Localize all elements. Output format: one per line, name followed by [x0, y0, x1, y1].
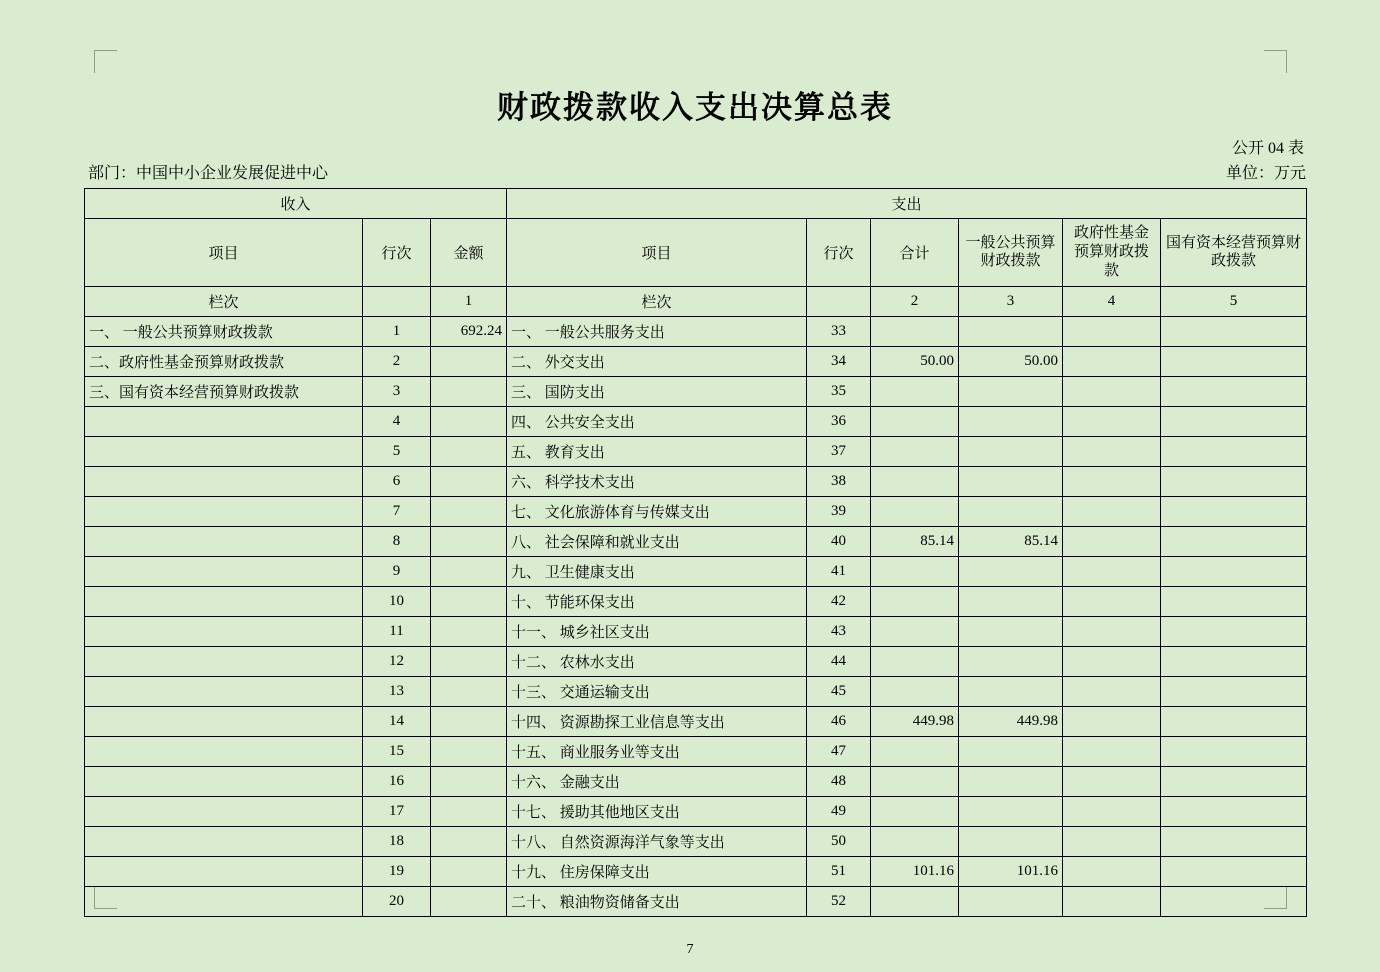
expenditure-total	[871, 466, 959, 496]
expenditure-general-budget	[959, 376, 1063, 406]
expenditure-item: 五、 教育支出	[507, 436, 807, 466]
table-row	[85, 406, 1307, 436]
expenditure-state-capital	[1161, 826, 1307, 856]
expenditure-item: 十五、 商业服务业等支出	[507, 736, 807, 766]
col-header-exp-item: 项目	[507, 218, 807, 286]
table-row	[85, 706, 1307, 736]
expenditure-government-fund	[1063, 646, 1161, 676]
department-line: 部门：中国中小企业发展促进中心	[88, 164, 329, 182]
col-header-income-item: 项目	[85, 218, 363, 286]
table-row	[85, 736, 1307, 766]
income-item	[85, 826, 363, 856]
table-row	[85, 586, 1307, 616]
income-line: 7	[363, 496, 431, 526]
expenditure-total	[871, 646, 959, 676]
expenditure-item: 十九、 住房保障支出	[507, 856, 807, 886]
expenditure-general-budget	[959, 556, 1063, 586]
column-number-exp-capital: 5	[1161, 286, 1307, 316]
expenditure-total: 50.00	[871, 346, 959, 376]
income-line: 20	[363, 886, 431, 916]
col-header-exp-government-fund: 政府性基金预算财政拨款	[1063, 218, 1161, 286]
expenditure-state-capital	[1161, 706, 1307, 736]
income-amount	[431, 736, 507, 766]
expenditure-total	[871, 616, 959, 646]
table-row	[85, 826, 1307, 856]
table-row	[85, 346, 1307, 376]
income-item	[85, 706, 363, 736]
income-amount	[431, 676, 507, 706]
document-content	[84, 70, 1306, 917]
expenditure-state-capital	[1161, 316, 1307, 346]
expenditure-state-capital	[1161, 766, 1307, 796]
col-header-income-amount: 金额	[431, 218, 507, 286]
table-row	[85, 676, 1307, 706]
income-item	[85, 736, 363, 766]
table-row	[85, 526, 1307, 556]
income-line: 17	[363, 796, 431, 826]
expenditure-line: 46	[807, 706, 871, 736]
expenditure-item: 四、 公共安全支出	[507, 406, 807, 436]
expenditure-general-budget	[959, 316, 1063, 346]
expenditure-state-capital	[1161, 526, 1307, 556]
income-amount	[431, 526, 507, 556]
expenditure-government-fund	[1063, 526, 1161, 556]
group-header-income: 收入	[85, 188, 507, 218]
expenditure-government-fund	[1063, 556, 1161, 586]
expenditure-total	[871, 766, 959, 796]
col-header-income-line: 行次	[363, 218, 431, 286]
expenditure-total	[871, 316, 959, 346]
income-item	[85, 796, 363, 826]
col-header-exp-line: 行次	[807, 218, 871, 286]
expenditure-line: 45	[807, 676, 871, 706]
expenditure-total	[871, 796, 959, 826]
expenditure-line: 34	[807, 346, 871, 376]
table-row	[85, 796, 1307, 826]
table-row	[85, 646, 1307, 676]
expenditure-item: 九、 卫生健康支出	[507, 556, 807, 586]
income-amount	[431, 436, 507, 466]
expenditure-line: 37	[807, 436, 871, 466]
expenditure-government-fund	[1063, 736, 1161, 766]
expenditure-state-capital	[1161, 556, 1307, 586]
expenditure-total	[871, 736, 959, 766]
income-amount	[431, 616, 507, 646]
income-line: 6	[363, 466, 431, 496]
expenditure-government-fund	[1063, 826, 1161, 856]
table-column-header-row	[85, 218, 1307, 286]
income-line: 10	[363, 586, 431, 616]
income-item	[85, 616, 363, 646]
income-item: 三、国有资本经营预算财政拨款	[85, 376, 363, 406]
income-line: 2	[363, 346, 431, 376]
column-number-income-amount: 1	[431, 286, 507, 316]
income-amount	[431, 796, 507, 826]
expenditure-line: 52	[807, 886, 871, 916]
expenditure-state-capital	[1161, 466, 1307, 496]
unit-note: 单位：万元	[1225, 164, 1306, 182]
expenditure-item: 十、 节能环保支出	[507, 586, 807, 616]
income-line: 8	[363, 526, 431, 556]
income-line: 12	[363, 646, 431, 676]
expenditure-state-capital	[1161, 856, 1307, 886]
meta-row	[84, 162, 1306, 186]
table-row	[85, 616, 1307, 646]
income-item	[85, 406, 363, 436]
expenditure-total	[871, 586, 959, 616]
income-amount	[431, 826, 507, 856]
expenditure-general-budget: 449.98	[959, 706, 1063, 736]
table-row	[85, 766, 1307, 796]
expenditure-general-budget: 85.14	[959, 526, 1063, 556]
income-line: 15	[363, 736, 431, 766]
table-column-number-row	[85, 286, 1307, 316]
expenditure-state-capital	[1161, 646, 1307, 676]
expenditure-general-budget	[959, 766, 1063, 796]
income-line: 3	[363, 376, 431, 406]
expenditure-state-capital	[1161, 496, 1307, 526]
table-row	[85, 436, 1307, 466]
expenditure-item: 一、 一般公共服务支出	[507, 316, 807, 346]
expenditure-general-budget	[959, 646, 1063, 676]
expenditure-government-fund	[1063, 316, 1161, 346]
expenditure-total	[871, 886, 959, 916]
expenditure-government-fund	[1063, 796, 1161, 826]
expenditure-state-capital	[1161, 616, 1307, 646]
expenditure-line: 43	[807, 616, 871, 646]
income-amount	[431, 466, 507, 496]
expenditure-line: 49	[807, 796, 871, 826]
column-number-exp-general: 3	[959, 286, 1063, 316]
expenditure-item: 十四、 资源勘探工业信息等支出	[507, 706, 807, 736]
page-number: 7	[686, 942, 694, 957]
expenditure-total	[871, 376, 959, 406]
income-line: 19	[363, 856, 431, 886]
expenditure-general-budget	[959, 496, 1063, 526]
expenditure-line: 38	[807, 466, 871, 496]
expenditure-line: 41	[807, 556, 871, 586]
expenditure-government-fund	[1063, 766, 1161, 796]
expenditure-line: 36	[807, 406, 871, 436]
expenditure-government-fund	[1063, 346, 1161, 376]
expenditure-line: 44	[807, 646, 871, 676]
income-line: 11	[363, 616, 431, 646]
income-item: 二、政府性基金预算财政拨款	[85, 346, 363, 376]
expenditure-general-budget	[959, 466, 1063, 496]
expenditure-government-fund	[1063, 616, 1161, 646]
expenditure-item: 十六、 金融支出	[507, 766, 807, 796]
expenditure-total	[871, 406, 959, 436]
expenditure-general-budget	[959, 436, 1063, 466]
expenditure-line: 47	[807, 736, 871, 766]
expenditure-government-fund	[1063, 376, 1161, 406]
income-line: 16	[363, 766, 431, 796]
expenditure-total	[871, 436, 959, 466]
expenditure-general-budget	[959, 676, 1063, 706]
column-label-income: 栏次	[85, 286, 363, 316]
col-header-exp-state-capital: 国有资本经营预算财政拨款	[1161, 218, 1307, 286]
expenditure-state-capital	[1161, 736, 1307, 766]
expenditure-government-fund	[1063, 436, 1161, 466]
income-amount	[431, 856, 507, 886]
expenditure-line: 42	[807, 586, 871, 616]
column-number-blank-exp-line	[807, 286, 871, 316]
expenditure-government-fund	[1063, 886, 1161, 916]
expenditure-government-fund	[1063, 856, 1161, 886]
column-number-exp-total: 2	[871, 286, 959, 316]
expenditure-item: 十二、 农林水支出	[507, 646, 807, 676]
expenditure-government-fund	[1063, 406, 1161, 436]
income-amount	[431, 346, 507, 376]
expenditure-line: 35	[807, 376, 871, 406]
group-header-expenditure: 支出	[507, 188, 1307, 218]
expenditure-line: 40	[807, 526, 871, 556]
expenditure-total: 85.14	[871, 526, 959, 556]
expenditure-general-budget: 50.00	[959, 346, 1063, 376]
expenditure-government-fund	[1063, 466, 1161, 496]
expenditure-item: 二、 外交支出	[507, 346, 807, 376]
income-amount	[431, 556, 507, 586]
column-number-exp-fund: 4	[1063, 286, 1161, 316]
expenditure-government-fund	[1063, 706, 1161, 736]
income-amount	[431, 406, 507, 436]
income-item	[85, 466, 363, 496]
expenditure-state-capital	[1161, 376, 1307, 406]
income-line: 14	[363, 706, 431, 736]
income-line: 5	[363, 436, 431, 466]
expenditure-general-budget	[959, 406, 1063, 436]
income-amount: 692.24	[431, 316, 507, 346]
expenditure-general-budget: 101.16	[959, 856, 1063, 886]
income-item	[85, 856, 363, 886]
expenditure-general-budget	[959, 586, 1063, 616]
table-row	[85, 466, 1307, 496]
income-amount	[431, 706, 507, 736]
expenditure-government-fund	[1063, 586, 1161, 616]
income-line: 13	[363, 676, 431, 706]
expenditure-item: 十一、 城乡社区支出	[507, 616, 807, 646]
income-item	[85, 886, 363, 916]
expenditure-state-capital	[1161, 676, 1307, 706]
col-header-exp-total: 合计	[871, 218, 959, 286]
income-amount	[431, 586, 507, 616]
expenditure-general-budget	[959, 796, 1063, 826]
expenditure-line: 39	[807, 496, 871, 526]
table-row	[85, 316, 1307, 346]
expenditure-line: 51	[807, 856, 871, 886]
income-item	[85, 526, 363, 556]
income-item	[85, 646, 363, 676]
expenditure-total	[871, 676, 959, 706]
expenditure-government-fund	[1063, 676, 1161, 706]
table-row	[85, 856, 1307, 886]
expenditure-state-capital	[1161, 796, 1307, 826]
financial-table	[84, 188, 1307, 917]
income-amount	[431, 646, 507, 676]
income-amount	[431, 496, 507, 526]
expenditure-total	[871, 496, 959, 526]
income-item	[85, 676, 363, 706]
expenditure-item: 六、 科学技术支出	[507, 466, 807, 496]
expenditure-line: 50	[807, 826, 871, 856]
table-row	[85, 376, 1307, 406]
income-item	[85, 496, 363, 526]
expenditure-general-budget	[959, 826, 1063, 856]
income-line: 1	[363, 316, 431, 346]
income-amount	[431, 376, 507, 406]
expenditure-item: 七、 文化旅游体育与传媒支出	[507, 496, 807, 526]
expenditure-item: 三、 国防支出	[507, 376, 807, 406]
table-row	[85, 496, 1307, 526]
expenditure-state-capital	[1161, 346, 1307, 376]
expenditure-item: 二十、 粮油物资储备支出	[507, 886, 807, 916]
income-item	[85, 436, 363, 466]
expenditure-state-capital	[1161, 406, 1307, 436]
income-item	[85, 586, 363, 616]
table-row	[85, 556, 1307, 586]
expenditure-general-budget	[959, 736, 1063, 766]
income-line: 4	[363, 406, 431, 436]
table-group-header-row	[85, 188, 1307, 218]
income-line: 9	[363, 556, 431, 586]
income-line: 18	[363, 826, 431, 856]
table-row	[85, 886, 1307, 916]
page-title: 财政拨款收入支出决算总表	[497, 90, 893, 125]
expenditure-state-capital	[1161, 436, 1307, 466]
income-item	[85, 556, 363, 586]
col-header-exp-general-budget: 一般公共预算财政拨款	[959, 218, 1063, 286]
expenditure-line: 33	[807, 316, 871, 346]
income-item	[85, 766, 363, 796]
column-label-expenditure: 栏次	[507, 286, 807, 316]
column-number-blank-income-line	[363, 286, 431, 316]
expenditure-total	[871, 826, 959, 856]
form-number: 公开 04 表	[1231, 140, 1304, 157]
income-item: 一、 一般公共预算财政拨款	[85, 316, 363, 346]
expenditure-state-capital	[1161, 886, 1307, 916]
expenditure-line: 48	[807, 766, 871, 796]
expenditure-state-capital	[1161, 586, 1307, 616]
income-amount	[431, 886, 507, 916]
income-amount	[431, 766, 507, 796]
expenditure-total	[871, 556, 959, 586]
expenditure-general-budget	[959, 886, 1063, 916]
expenditure-item: 十七、 援助其他地区支出	[507, 796, 807, 826]
expenditure-total: 101.16	[871, 856, 959, 886]
expenditure-item: 八、 社会保障和就业支出	[507, 526, 807, 556]
expenditure-general-budget	[959, 616, 1063, 646]
expenditure-item: 十三、 交通运输支出	[507, 676, 807, 706]
expenditure-government-fund	[1063, 496, 1161, 526]
expenditure-item: 十八、 自然资源海洋气象等支出	[507, 826, 807, 856]
expenditure-total: 449.98	[871, 706, 959, 736]
